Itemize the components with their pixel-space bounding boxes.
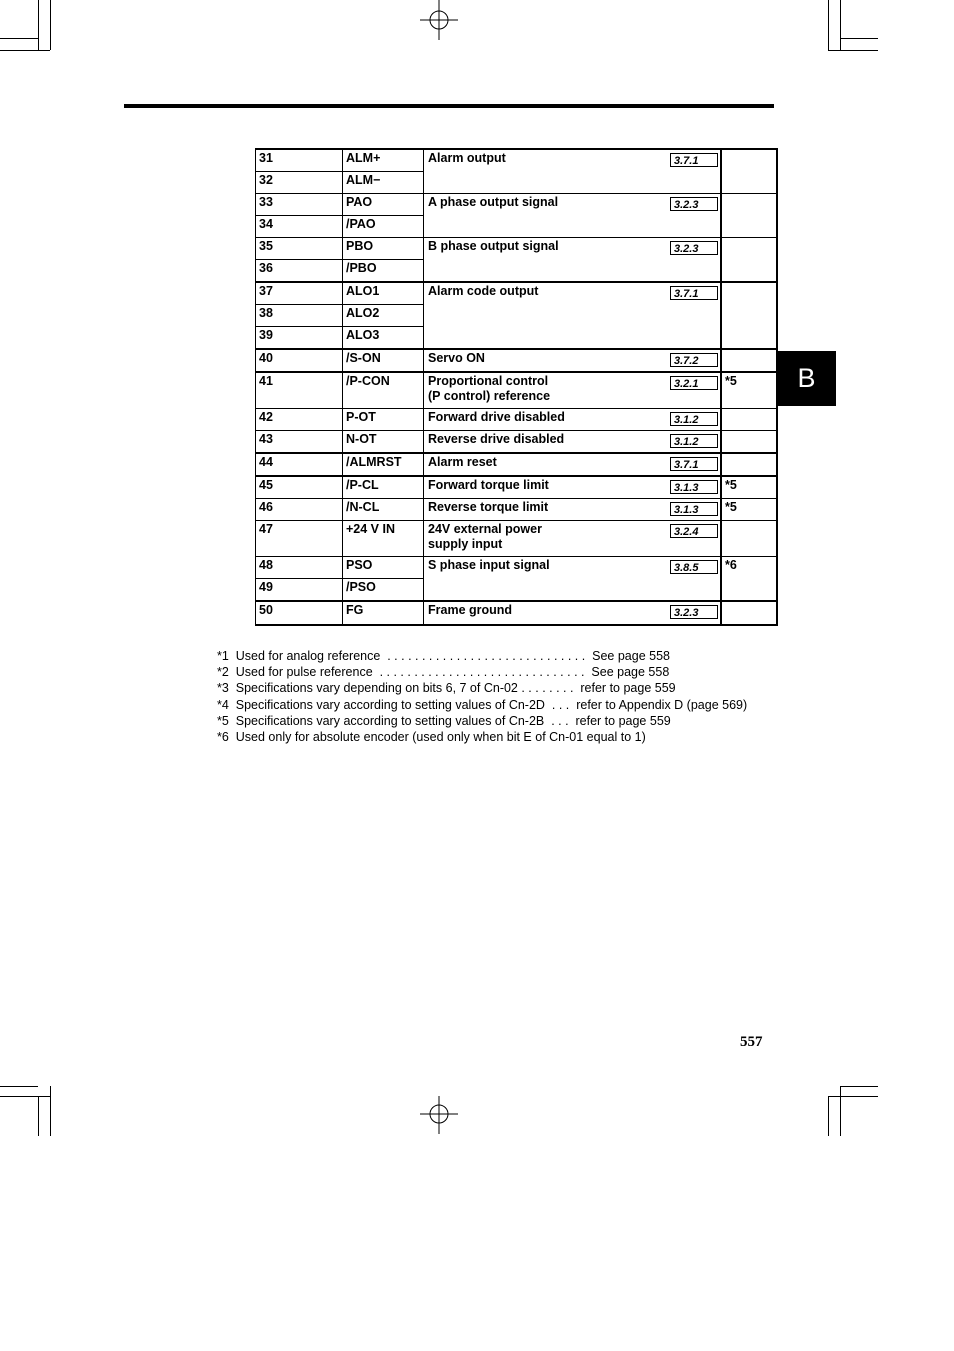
- function-name: A phase output signal: [428, 195, 559, 209]
- pin-number: 45: [256, 476, 343, 499]
- section-ref: 3.2.4: [670, 524, 718, 538]
- section-ref: 3.2.3: [670, 241, 718, 255]
- table-row: [256, 349, 778, 372]
- pin-number: 31: [256, 149, 343, 172]
- signal-name: /PBO: [343, 260, 424, 283]
- function-cell: [424, 476, 722, 499]
- section-ref: 3.1.3: [670, 480, 718, 494]
- table-row: [256, 453, 778, 476]
- signal-name: /P-CON: [343, 372, 424, 408]
- function-cell: [424, 408, 722, 430]
- function-name-line2: (P control) reference: [428, 389, 551, 403]
- signal-name: P-OT: [343, 408, 424, 430]
- note-cell: [721, 349, 777, 372]
- section-ref: 3.2.3: [670, 197, 718, 211]
- signal-name: PAO: [343, 194, 424, 216]
- signal-name: ALO2: [343, 305, 424, 327]
- crop-mark-tr-h2: [828, 50, 878, 51]
- table-row: [256, 430, 778, 453]
- function-cell: [424, 238, 722, 283]
- header-rule: [124, 104, 774, 108]
- footnote: *2 Used for pulse reference . . . . . . . . . . . . . . . . . . . . . . . . . . . . . . See page 558: [217, 665, 670, 680]
- section-ref: 3.1.3: [670, 502, 718, 516]
- registration-mark-top: [418, 0, 460, 42]
- crop-mark-bl-h: [0, 1086, 38, 1087]
- note-cell: *6: [721, 556, 777, 601]
- pin-number: 37: [256, 282, 343, 305]
- footnote: *1 Used for analog reference . . . . . . . . . . . . . . . . . . . . . . . . . . . . . See page 558: [217, 649, 670, 663]
- crop-mark-tr-v2: [840, 0, 841, 50]
- note-cell: [721, 238, 777, 283]
- function-name: Reverse drive disabled: [428, 431, 565, 446]
- table-row: [256, 408, 778, 430]
- crop-mark-br-v: [828, 1096, 829, 1136]
- note-cell: [721, 520, 777, 556]
- section-ref: 3.7.1: [670, 153, 718, 167]
- note-cell: [721, 430, 777, 453]
- crop-mark-bl-v: [38, 1096, 39, 1136]
- signal-name: ALM+: [343, 149, 424, 172]
- function-cell: [424, 372, 722, 408]
- pin-table: [255, 148, 776, 626]
- pin-number: 39: [256, 327, 343, 350]
- note-cell: [721, 149, 777, 194]
- signal-name: PSO: [343, 556, 424, 578]
- signal-name: /ALMRST: [343, 453, 424, 476]
- signal-name: N-OT: [343, 430, 424, 453]
- signal-name: ALO3: [343, 327, 424, 350]
- footnote: *4 Specifications vary according to setting values of Cn-2D . . . refer to Appendix D (page 569): [217, 697, 748, 712]
- registration-mark-bottom: [418, 1094, 460, 1136]
- pin-number: 47: [256, 520, 343, 556]
- crop-mark-bl-v2: [50, 1086, 51, 1136]
- crop-mark-tl-h2: [0, 50, 50, 51]
- table-row: [256, 556, 778, 578]
- function-name: Proportional control: [428, 374, 549, 388]
- note-cell: *5: [721, 498, 777, 520]
- function-cell: [424, 282, 722, 349]
- footnote: *5 Specifications vary according to setting values of Cn-2B . . . refer to page 559: [217, 713, 671, 728]
- table-row: [256, 372, 778, 408]
- table-row: [256, 194, 778, 216]
- section-ref: 3.7.1: [670, 457, 718, 471]
- signal-name: +24 V IN: [343, 520, 424, 556]
- pin-number: 42: [256, 408, 343, 430]
- page-number: 557: [740, 1034, 763, 1050]
- crop-mark-tl-v: [38, 0, 39, 50]
- crop-mark-tl-v2: [50, 0, 51, 50]
- footnote: *6 Used only for absolute encoder (used only when bit E of Cn-01 equal to 1): [217, 730, 646, 745]
- function-name-line2: supply input: [428, 536, 503, 551]
- pin-number: 41: [256, 372, 343, 408]
- section-ref: 3.2.3: [670, 605, 718, 619]
- crop-mark-br-h2: [828, 1096, 878, 1097]
- function-name: Alarm output: [428, 151, 506, 165]
- footnote: *3 Specifications vary depending on bits 6, 7 of Cn-02 . . . . . . . . refer to page 559: [217, 681, 676, 696]
- pin-number: 34: [256, 216, 343, 238]
- pin-number: 48: [256, 556, 343, 578]
- section-ref: 3.1.2: [670, 412, 718, 426]
- signal-name: /PSO: [343, 578, 424, 601]
- function-cell: [424, 194, 722, 238]
- signal-name: PBO: [343, 238, 424, 260]
- function-cell: [424, 520, 722, 556]
- crop-mark-tr-v: [828, 0, 829, 50]
- section-ref: 3.7.1: [670, 286, 718, 300]
- table-row: [256, 498, 778, 520]
- note-cell: [721, 194, 777, 238]
- note-cell: [721, 601, 777, 625]
- table-row: [256, 149, 778, 172]
- crop-mark-tl-h: [0, 38, 38, 39]
- signal-name: /S-ON: [343, 349, 424, 372]
- function-name: Forward torque limit: [428, 477, 549, 492]
- crop-mark-br-h: [840, 1086, 878, 1087]
- function-cell: [424, 601, 722, 625]
- function-name: Frame ground: [428, 602, 513, 617]
- pin-number: 38: [256, 305, 343, 327]
- function-name: Alarm code output: [428, 284, 539, 298]
- crop-mark-tr-h: [840, 38, 878, 39]
- function-name: S phase input signal: [428, 557, 550, 572]
- section-ref: 3.2.1: [670, 376, 718, 390]
- function-cell: [424, 349, 722, 372]
- pin-number: 46: [256, 498, 343, 520]
- pin-number: 43: [256, 430, 343, 453]
- table-row: [256, 476, 778, 499]
- note-cell: *5: [721, 476, 777, 499]
- pin-number: 35: [256, 238, 343, 260]
- section-ref: 3.8.5: [670, 560, 718, 574]
- function-name: Alarm reset: [428, 454, 497, 469]
- note-cell: [721, 408, 777, 430]
- footnotes: [217, 648, 747, 745]
- section-tab: B: [777, 351, 836, 406]
- table-row: [256, 238, 778, 260]
- signal-name: /N-CL: [343, 498, 424, 520]
- signal-name: FG: [343, 601, 424, 625]
- note-cell: [721, 282, 777, 349]
- table-row: [256, 282, 778, 305]
- signal-name: ALO1: [343, 282, 424, 305]
- pin-number: 33: [256, 194, 343, 216]
- signal-name: ALM−: [343, 172, 424, 194]
- pin-number: 50: [256, 601, 343, 625]
- note-cell: *5: [721, 372, 777, 408]
- table-row: [256, 520, 778, 556]
- function-name: Servo ON: [428, 351, 485, 365]
- pin-number: 40: [256, 349, 343, 372]
- function-name: B phase output signal: [428, 239, 559, 253]
- function-cell: [424, 430, 722, 453]
- signal-name: /P-CL: [343, 476, 424, 499]
- section-ref: 3.1.2: [670, 434, 718, 448]
- pin-number: 32: [256, 172, 343, 194]
- function-cell: [424, 149, 722, 194]
- pin-number: 44: [256, 453, 343, 476]
- function-name: Forward drive disabled: [428, 409, 565, 424]
- function-name: Reverse torque limit: [428, 499, 549, 514]
- function-name: 24V external power: [428, 521, 542, 536]
- signal-name: /PAO: [343, 216, 424, 238]
- function-cell: [424, 453, 722, 476]
- table-row: [256, 601, 778, 625]
- crop-mark-br-v2: [840, 1086, 841, 1136]
- pin-number: 49: [256, 578, 343, 601]
- function-cell: [424, 556, 722, 601]
- function-cell: [424, 498, 722, 520]
- section-ref: 3.7.2: [670, 353, 718, 367]
- note-cell: [721, 453, 777, 476]
- crop-mark-bl-h2: [0, 1096, 50, 1097]
- pin-number: 36: [256, 260, 343, 283]
